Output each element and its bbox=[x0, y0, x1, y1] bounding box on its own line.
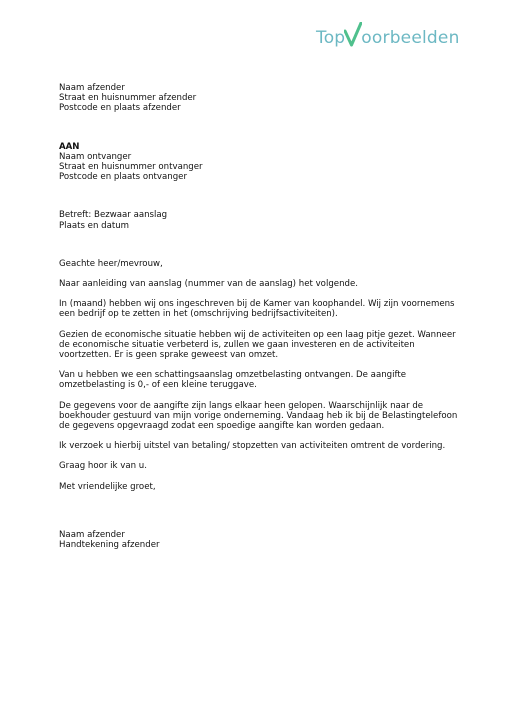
logo-text-rest: oorbeelden bbox=[361, 28, 460, 48]
paragraph-line: De gegevens voor de aangifte zijn langs elkaar heen gelopen. Waarschijnlijk naar de bbox=[59, 400, 424, 411]
paragraph-line: de gegevens opgevraagd zodat een spoedige aangifte kan worden gedaan. bbox=[59, 421, 385, 432]
signature-name: Naam afzender bbox=[59, 529, 125, 540]
signature-block bbox=[59, 530, 459, 550]
salutation: Geachte heer/mevrouw, bbox=[59, 258, 163, 269]
recipient-heading: AAN bbox=[59, 141, 80, 152]
recipient-postal: Postcode en plaats ontvanger bbox=[59, 172, 188, 183]
recipient-address: Straat en huisnummer ontvanger bbox=[59, 162, 203, 173]
paragraph-line: voortzetten. Er is geen sprake geweest van omzet. bbox=[59, 350, 279, 361]
paragraph-line: omzetbelasting is 0,- of een kleine teruggave. bbox=[59, 380, 257, 391]
recipient-name: Naam ontvanger bbox=[59, 151, 132, 162]
place-date: Plaats en datum bbox=[59, 220, 130, 231]
signature-sign: Handtekening afzender bbox=[59, 540, 160, 551]
logo-text-top: Top bbox=[316, 28, 346, 48]
paragraph-6: Ik verzoek u hierbij uitstel van betaling/ stopzetten van activiteiten omtrent de vordering. bbox=[59, 441, 446, 452]
letter-body bbox=[59, 83, 459, 550]
paragraph-4 bbox=[59, 370, 459, 390]
paragraph-1: Naar aanleiding van aanslag (nummer van de aanslag) het volgende. bbox=[59, 279, 358, 290]
paragraph-line: de economische situatie verbeterd is, zullen we gaan investeren en de activiteiten bbox=[59, 339, 415, 350]
paragraph-3 bbox=[59, 330, 459, 361]
sender-address: Straat en huisnummer afzender bbox=[59, 93, 197, 104]
sender-block bbox=[59, 83, 459, 114]
v-checkmark-logo-icon bbox=[344, 22, 362, 48]
paragraph-5 bbox=[59, 401, 459, 432]
sender-postal: Postcode en plaats afzender bbox=[59, 103, 181, 114]
subject-line: Betreft: Bezwaar aanslag bbox=[59, 210, 168, 221]
paragraph-line: Gezien de economische situatie hebben wij de activiteiten op een laag pitje gezet. Wanneer bbox=[59, 329, 456, 340]
topvoorbeelden-logo[interactable] bbox=[316, 22, 460, 48]
closing: Met vriendelijke groet, bbox=[59, 481, 156, 492]
paragraph-line: een bedrijf op te zetten in het (omschrijving bedrijfsactiviteiten). bbox=[59, 309, 338, 320]
paragraph-line: boekhouder gestuurd van mijn vorige onderneming. Vandaag heb ik bij de Belastingtelefoon bbox=[59, 410, 458, 421]
paragraph-line: Van u hebben we een schattingsaanslag omzetbelasting ontvangen. De aangifte bbox=[59, 370, 407, 381]
paragraph-7: Graag hoor ik van u. bbox=[59, 461, 147, 472]
paragraph-line: In (maand) hebben wij ons ingeschreven bij de Kamer van koophandel. Wij zijn voornemens bbox=[59, 299, 455, 310]
recipient-block bbox=[59, 142, 459, 183]
sender-name: Naam afzender bbox=[59, 83, 125, 93]
subject-block bbox=[59, 210, 459, 230]
paragraph-2 bbox=[59, 299, 459, 319]
